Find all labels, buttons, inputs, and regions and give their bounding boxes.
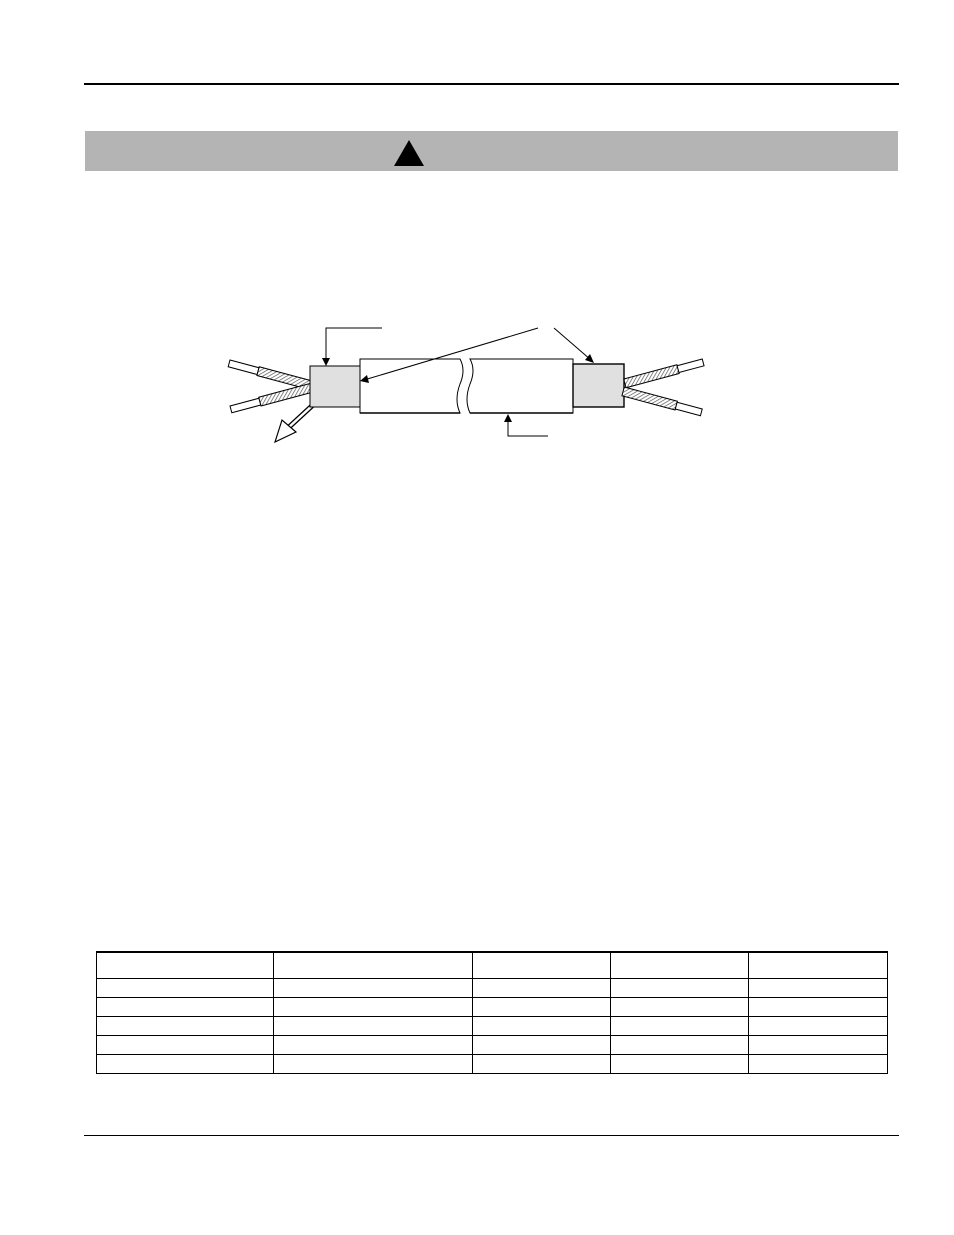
table-cell xyxy=(749,952,888,979)
right-wire-leads xyxy=(622,358,704,417)
table-cell xyxy=(611,979,749,998)
table-cell xyxy=(611,952,749,979)
table-row xyxy=(97,1017,888,1036)
table-cell xyxy=(97,1036,274,1055)
left-wire-leads xyxy=(228,359,314,414)
table-cell xyxy=(274,1036,473,1055)
table-cell xyxy=(97,1017,274,1036)
ground-arrow-icon xyxy=(275,404,314,442)
cable-sleeve xyxy=(360,359,573,413)
table-row xyxy=(97,979,888,998)
table-cell xyxy=(473,1036,611,1055)
warning-banner xyxy=(85,131,898,171)
table-cell xyxy=(97,952,274,979)
warning-triangle-icon xyxy=(393,139,425,167)
table-cell xyxy=(611,1036,749,1055)
table-cell xyxy=(473,952,611,979)
table-cell xyxy=(97,1055,274,1074)
specification-table xyxy=(96,951,888,1074)
table-cell xyxy=(749,1036,888,1055)
table-cell xyxy=(749,1017,888,1036)
table-row xyxy=(97,1055,888,1074)
table-cell xyxy=(97,979,274,998)
table-cell xyxy=(473,1055,611,1074)
table-cell xyxy=(274,979,473,998)
table-row xyxy=(97,1036,888,1055)
table-cell xyxy=(611,1055,749,1074)
table-cell xyxy=(749,979,888,998)
table-cell xyxy=(274,952,473,979)
table-cell xyxy=(611,998,749,1017)
table-cell xyxy=(97,998,274,1017)
table-cell xyxy=(274,1055,473,1074)
shielded-cable-diagram xyxy=(220,318,720,454)
table-cell xyxy=(611,1017,749,1036)
table-cell xyxy=(274,1017,473,1036)
table-cell xyxy=(749,998,888,1017)
table-cell xyxy=(473,998,611,1017)
footer-rule xyxy=(84,1135,899,1136)
table-row xyxy=(97,998,888,1017)
header-rule xyxy=(84,83,899,85)
left-shield-connector xyxy=(310,366,360,407)
table-cell xyxy=(274,998,473,1017)
table-cell xyxy=(473,1017,611,1036)
callout-cable xyxy=(504,414,548,436)
table-header-row xyxy=(97,952,888,979)
right-shield-connector xyxy=(573,364,624,407)
table-cell xyxy=(473,979,611,998)
table-cell xyxy=(749,1055,888,1074)
